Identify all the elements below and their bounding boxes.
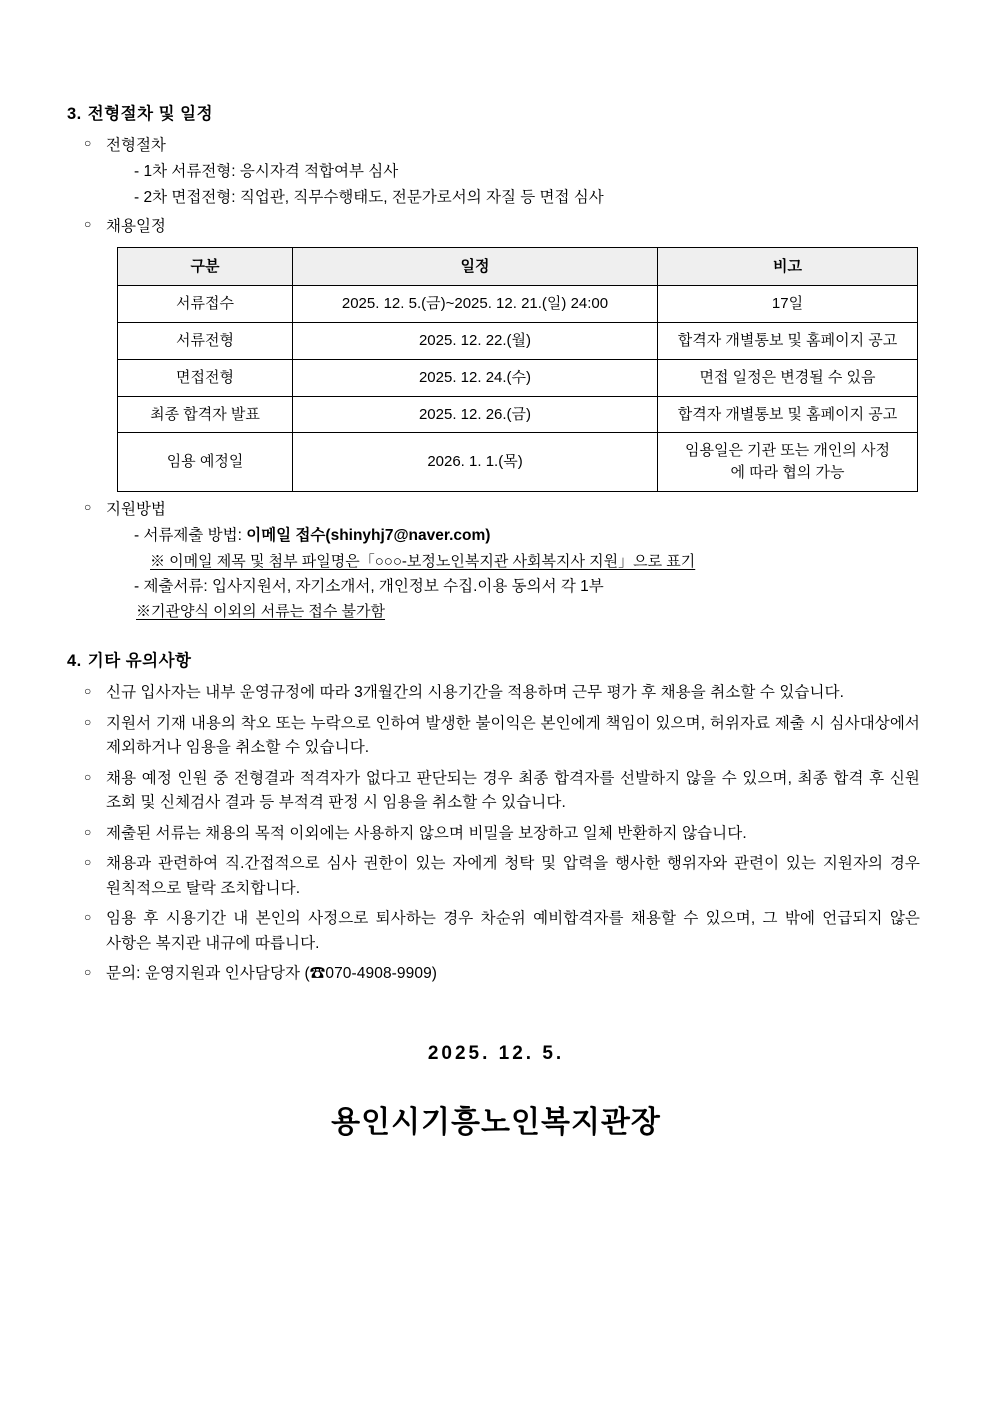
notice-item-text: 제출된 서류는 채용의 목적 이외에는 사용하지 않으며 비밀을 보장하고 일체 반환하지 않습니다.: [106, 824, 747, 842]
circle-marker-icon: ○: [84, 855, 92, 870]
circle-marker-icon: ○: [84, 499, 92, 514]
table-cell-remark: 합격자 개별통보 및 홈페이지 공고: [658, 396, 918, 433]
apply-method-email: 이메일 접수(shinyhj7@naver.com): [246, 526, 491, 544]
apply-method-label: 지원방법: [106, 500, 166, 518]
notice-item-text: 채용과 관련하여 직.간접적으로 심사 권한이 있는 자에게 청탁 및 압력을 행사한 행위자와 관련이 있는 지원자의 경우 원칙적으로 탈락 조치합니다.: [106, 855, 920, 897]
table-cell-category: 서류전형: [118, 323, 293, 360]
notice-item-text: 지원서 기재 내용의 착오 또는 누락으로 인하여 발생한 불이익은 본인에게 책임이 있으며, 허위자료 제출 시 심사대상에서 제외하거나 임용을 취소할 수 있습니다.: [106, 714, 920, 757]
document-date: 2025. 12. 5.: [427, 1042, 565, 1064]
circle-marker-icon: ○: [84, 910, 92, 925]
issuing-organization: 용인시기흥노인복지관장: [331, 1105, 661, 1139]
table-cell-category: 면접전형: [118, 359, 293, 396]
table-header-cell: 일정: [293, 247, 658, 286]
notice-item: [62, 822, 930, 846]
notice-item-text: 채용 예정 인원 중 전형결과 적격자가 없다고 판단되는 경우 최종 합격자를 선발하지 않을 수 있으며, 최종 합격 후 신원 조회 및 신체검사 결과 등 부적격 판정 시 임용을 취소할 수 있습니다.: [106, 769, 920, 812]
section-3-item-apply: [62, 498, 930, 522]
table-cell-schedule: 2025. 12. 22.(월): [293, 323, 658, 360]
table-cell-schedule: 2026. 1. 1.(목): [293, 433, 658, 492]
circle-marker-icon: ○: [84, 824, 92, 839]
table-cell-category: 최종 합격자 발표: [118, 396, 293, 433]
section-3-title: 전형절차 및 일정: [87, 105, 214, 123]
table-cell-schedule: 2025. 12. 26.(금): [293, 396, 658, 433]
procedure-label: 전형절차: [106, 137, 166, 154]
circle-marker-icon: ○: [84, 684, 92, 699]
notice-item-contact: [62, 962, 930, 986]
table-cell-category: 임용 예정일: [118, 433, 293, 492]
circle-marker-icon: ○: [84, 965, 92, 980]
schedule-label: 채용일정: [106, 217, 166, 235]
section-4-heading: [62, 647, 930, 671]
apply-method-prefix: - 서류제출 방법:: [134, 526, 247, 544]
notice-item: [62, 767, 930, 816]
apply-method-note: [62, 550, 930, 574]
procedure-step-2-text: - 2차 면접전형: 직업관, 직무수행태도, 전문가로서의 자질 등 면접 심사: [134, 188, 604, 206]
notice-item-text: 신규 입사자는 내부 운영규정에 따라 3개월간의 시용기간을 적용하며 근무 평가 후 채용을 취소할 수 있습니다.: [106, 684, 845, 702]
apply-method-line: [62, 524, 930, 549]
circle-marker-icon: ○: [84, 136, 92, 150]
table-cell-remark: 면접 일정은 변경될 수 있음: [658, 359, 918, 396]
section-4-number: 4.: [67, 652, 82, 671]
procedure-step-1: [62, 160, 930, 185]
recruitment-schedule-table: [117, 247, 918, 492]
procedure-step-1-text: - 1차 서류전형: 응시자격 적합여부 심사: [134, 163, 399, 181]
procedure-step-2: [62, 186, 930, 211]
table-cell-remark: 합격자 개별통보 및 홈페이지 공고: [658, 323, 918, 360]
table-row: [118, 286, 918, 323]
table-cell-category: 서류접수: [118, 286, 293, 323]
table-cell-schedule: 2025. 12. 24.(수): [293, 359, 658, 396]
table-row: [118, 323, 918, 360]
section-3-number: 3.: [67, 105, 82, 123]
table-cell-schedule: 2025. 12. 5.(금)~2025. 12. 21.(일) 24:00: [293, 286, 658, 323]
section-3-item-schedule: [62, 215, 930, 239]
circle-marker-icon: ○: [84, 769, 92, 784]
notice-item-text: 임용 후 시용기간 내 본인의 사정으로 퇴사하는 경우 차순위 예비합격자를 채용할 수 있으며, 그 밖에 언급되지 않은 사항은 복지관 내규에 따릅니다.: [106, 910, 920, 952]
notice-item: [62, 907, 930, 956]
table-row: [118, 396, 918, 433]
table-cell-remark: 임용일은 기관 또는 개인의 사정에 따라 협의 가능: [658, 433, 918, 492]
section-4-title: 기타 유의사항: [87, 652, 192, 671]
circle-marker-icon: ○: [84, 216, 92, 231]
apply-method-note-text: ※ 이메일 제목 및 첨부 파일명은「○○○-보정노인복지관 사회복지사 지원」으로 표기: [150, 552, 696, 570]
notice-item: [62, 852, 930, 901]
notice-item: [62, 681, 930, 705]
contact-text: 문의: 운영지원과 인사담당자 (☎070-4908-9909): [106, 965, 438, 983]
section-3-heading: [62, 100, 930, 124]
notice-item: [62, 712, 930, 761]
required-documents-text: - 제출서류: 입사지원서, 자기소개서, 개인정보 수집.이용 동의서 각 1부: [134, 577, 604, 595]
required-documents-note-text: ※기관양식 이외의 서류는 접수 불가함: [136, 603, 386, 621]
required-documents-line: [62, 575, 930, 600]
table-row: [118, 433, 918, 492]
table-row: [118, 359, 918, 396]
circle-marker-icon: ○: [84, 714, 92, 729]
table-header-cell: 비고: [658, 247, 918, 286]
section-3-item-procedure: [62, 134, 930, 158]
required-documents-note: [62, 600, 930, 624]
table-header-cell: 구분: [118, 247, 293, 286]
table-header-row: [118, 247, 918, 286]
table-cell-remark: 17일: [658, 286, 918, 323]
